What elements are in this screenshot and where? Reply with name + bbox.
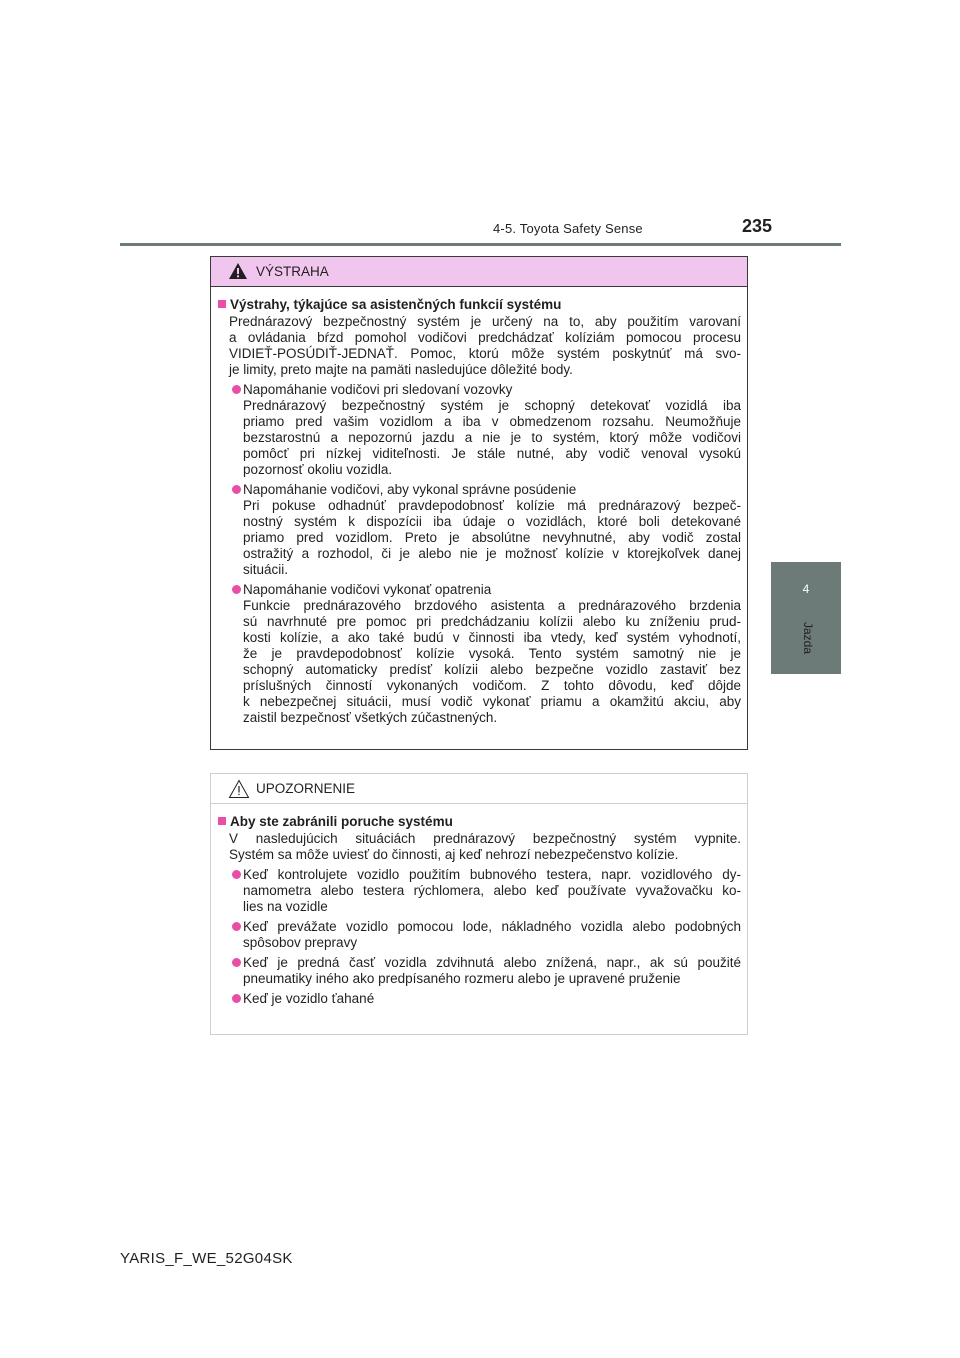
text-line: a ovládania bŕzd pomohol vodičovi predchádzať kolíziám pomocou procesu: [229, 330, 741, 345]
caution-triangle-icon: [228, 779, 250, 799]
list-item: [218, 482, 741, 578]
caution-heading: [218, 814, 741, 830]
text-line: k nebezpečnej situácii, musí vodič vykonať priamu a okamžitú akciu, aby: [243, 694, 741, 709]
text-line: Pri pokuse odhadnúť pravdepodobnosť kolízie má prednárazový bezpeč-: [243, 498, 741, 513]
round-bullet-icon: [232, 958, 241, 967]
text-line: Keď kontrolujete vozidlo použitím bubnového testera, napr. vozidlového dy-: [243, 867, 741, 882]
item-title: Napomáhanie vodičovi, aby vykonal správne posúdenie: [243, 482, 577, 497]
caution-intro: [218, 831, 741, 863]
list-item: [218, 867, 741, 915]
text-line: príslušných činností vykonaných vodičom. Z tohto dôvodu, keď dôjde: [243, 678, 741, 693]
text-line: Keď je vozidlo ťahané: [243, 991, 375, 1006]
text-line: pomôcť pri nízkej viditeľnosti. Je stále nutné, aby vodič venoval vysokú: [243, 446, 741, 461]
list-item: [218, 919, 741, 951]
square-bullet-icon: [218, 817, 226, 825]
text-line: priamo pred vašim vozidlom a iba v obmedzenom rozsahu. Neumožňuje: [243, 414, 741, 429]
text-line: Keď je predná časť vozidla zdvihnutá alebo znížená, napr., ak sú použité: [243, 955, 741, 970]
caution-content: [211, 804, 747, 1007]
text-line: je limity, preto majte na pamäti nasledujúce dôležité body.: [229, 362, 573, 377]
text-line: schopný automaticky predísť kolízii alebo bezpečne vozidlo zastaviť bez: [243, 662, 741, 677]
text-line: pneumatiky iného ako predpísaného rozmeru alebo je upravené pruženie: [243, 971, 681, 986]
caution-heading-text: Aby ste zabránili poruche systému: [230, 814, 453, 829]
warning-title: VÝSTRAHA: [256, 264, 329, 279]
document-code: YARIS_F_WE_52G04SK: [120, 1250, 293, 1267]
list-item: [218, 382, 741, 478]
warning-intro: [218, 314, 741, 378]
list-item: [218, 991, 741, 1007]
header-section-title: 4-5. Toyota Safety Sense: [493, 221, 643, 236]
text-line: nostný systém k dispozícii iba údaje o vozidlách, ktoré boli detekované: [243, 514, 741, 529]
warning-heading: [218, 297, 741, 313]
caution-box-header: [211, 774, 747, 804]
chapter-label: Jazda: [801, 621, 815, 655]
round-bullet-icon: [232, 994, 241, 1003]
caution-title: UPOZORNENIE: [256, 781, 356, 796]
text-line: zaistil bezpečnosť všetkých zúčastnených.: [243, 710, 498, 725]
list-item: [218, 582, 741, 726]
item-title: Napomáhanie vodičovi pri sledovaní vozovky: [243, 382, 513, 397]
text-line: sú navrhnuté pre pomoc pri predchádzaniu kolízii alebo ku zníženiu prud-: [243, 614, 741, 629]
round-bullet-icon: [232, 385, 241, 394]
text-line: pozornosť okoliu vozidla.: [243, 462, 393, 477]
square-bullet-icon: [218, 300, 226, 308]
item-title: Napomáhanie vodičovi vykonať opatrenia: [243, 582, 492, 597]
text-line: že je pravdepodobnosť kolízie vysoká. Tento systém samotný nie je: [243, 646, 741, 661]
warning-content: [211, 287, 747, 726]
text-line: priamo pred vozidlom. Preto je absolútne nevyhnutné, aby vodič zostal: [243, 530, 741, 545]
warning-box: [210, 256, 748, 750]
list-item: [218, 955, 741, 987]
text-line: bezstarostnú a nepozornú jazdu a nie je to systém, ktorý môže vodičovi: [243, 430, 741, 445]
text-line: Prednárazový bezpečnostný systém je schopný detekovať vozidlá iba: [243, 398, 741, 413]
text-line: lies na vozidle: [243, 899, 328, 914]
warning-heading-text: Výstrahy, týkajúce sa asistenčných funkcií systému: [230, 297, 562, 312]
chapter-number: 4: [802, 582, 810, 596]
text-line: Keď prevážate vozidlo pomocou lode, nákladného vozidla alebo podobných: [243, 919, 741, 934]
round-bullet-icon: [232, 485, 241, 494]
text-line: ostražitý a rozhodol, či je alebo nie je možnosť kolízie v ktorejkoľvek danej: [243, 546, 741, 561]
round-bullet-icon: [232, 870, 241, 879]
text-line: spôsobov prepravy: [243, 935, 358, 950]
round-bullet-icon: [232, 585, 241, 594]
text-line: Prednárazový bezpečnostný systém je určený na to, aby použitím varovaní: [229, 314, 741, 329]
text-line: VIDIEŤ-POSÚDIŤ-JEDNAŤ. Pomoc, ktorú môže systém poskytnúť má svo-: [229, 346, 741, 361]
caution-box: [210, 773, 748, 1035]
text-line: kosti kolízie, a ako také budú v činnosti iba vtedy, keď systém vyhodnotí,: [243, 630, 741, 645]
header-rule: [120, 243, 841, 246]
round-bullet-icon: [232, 922, 241, 931]
page-number: 235: [742, 216, 773, 236]
text-line: Systém sa môže uviesť do činnosti, aj keď nehrozí nebezpečenstvo kolízie.: [229, 847, 679, 862]
warning-box-header: [211, 257, 747, 287]
warning-triangle-icon: [228, 262, 248, 280]
text-line: V nasledujúcich situáciách prednárazový bezpečnostný systém vypnite.: [229, 831, 741, 846]
text-line: situácii.: [243, 562, 289, 577]
text-line: namometra alebo testera rýchlomera, alebo keď používate vyvažovačku ko-: [243, 883, 741, 898]
text-line: Funkcie prednárazového brzdového asistenta a prednárazového brzdenia: [243, 598, 741, 613]
